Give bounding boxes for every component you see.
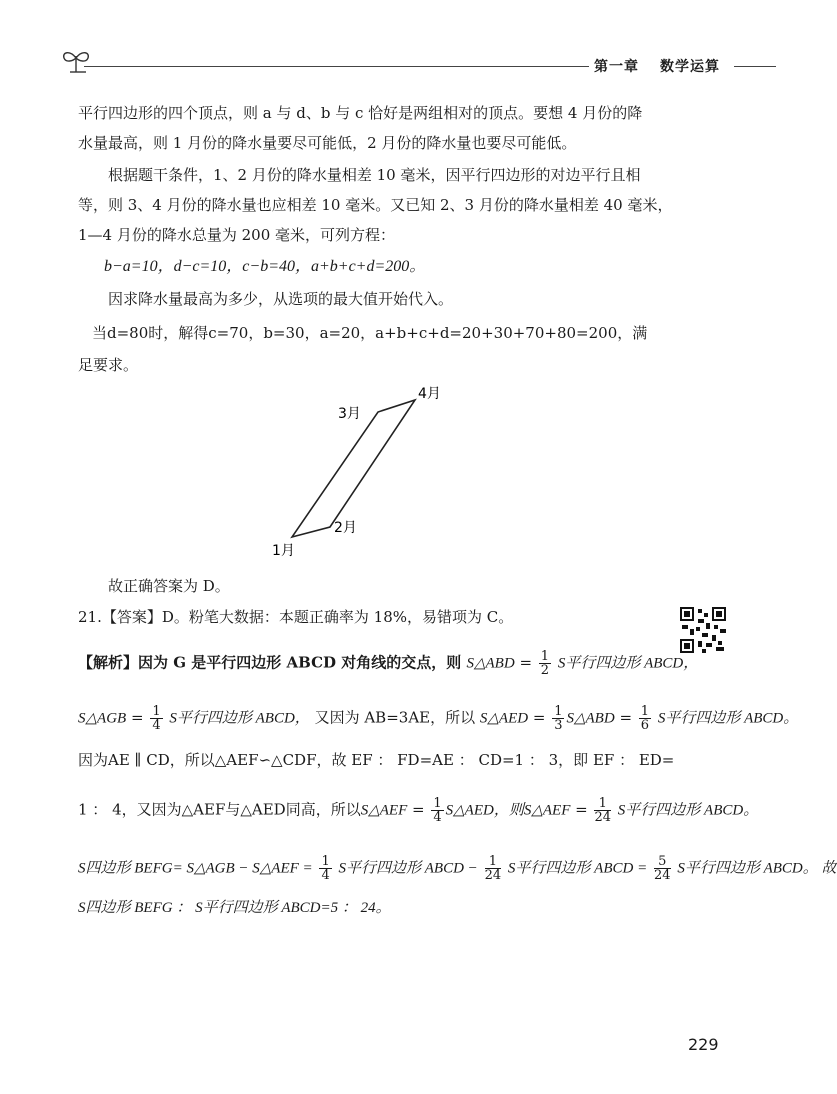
math-term: S△ABD <box>566 710 615 727</box>
fraction: $\frac{5}{24}$ <box>654 854 671 883</box>
math-term: S△ABD <box>466 655 515 672</box>
page-number: 229 <box>688 1035 719 1054</box>
math-term: S平行四边形 ABCD， <box>169 710 310 727</box>
chapter-label: 第一章 <box>594 59 639 75</box>
analysis-line-1: 【解析】因为 G 是平行四边形 ABCD 对角线的交点，则 S△ABD = $\frac{1}{2}$ S平行四边形 ABCD， <box>78 649 699 678</box>
math-term: S△AEF <box>360 802 408 819</box>
analysis-line-2: S△AGB = $\frac{1}{4}$ S平行四边形 ABCD， 又因为 AB=3AE，所以 S△AED = $\frac{1}{3}$ S△ABD = $\frac{1}{6}$ S平行四边形 ABCD。 <box>78 704 799 733</box>
math-term: S四边形 BEFG <box>78 860 173 877</box>
analysis-prefix: 【解析】因为 G 是平行四边形 ABCD 对角线的交点，则 <box>78 653 467 672</box>
fraction: $\frac{1}{6}$ <box>640 704 650 733</box>
label-month-1: 1月 <box>272 543 295 559</box>
analysis-line-6: S四边形 BEFG ： S平行四边形 ABCD=5 ： 24。 <box>78 900 391 916</box>
qr-code-icon <box>678 605 728 655</box>
paragraph-line: 根据题干条件，1、2 月份的降水量相差 10 毫米，因平行四边形的对边平行且相 <box>108 166 641 184</box>
fraction: $\frac{1}{24}$ <box>484 854 502 883</box>
analysis-text: 又因为 AB=3AE，所以 <box>314 708 480 727</box>
fraction: $\frac{1}{4}$ <box>152 704 161 733</box>
math-term: S平行四边形 ABCD − <box>338 860 478 877</box>
math-term: S△AGB <box>78 710 127 727</box>
section-label: 数学运算 <box>660 59 720 75</box>
label-month-4: 4月 <box>418 386 441 402</box>
fraction: $\frac{1}{2}$ <box>540 649 550 678</box>
math-term: S△AEF <box>523 802 571 819</box>
analysis-line-5 <box>78 855 837 882</box>
page-header <box>0 48 800 78</box>
paragraph-line: 水量最高，则 1 月份的降水量要尽可能低，2 月份的降水量也要尽可能低。 <box>78 134 577 152</box>
paragraph-line: 足要求。 <box>78 356 139 374</box>
parallelogram-diagram <box>260 380 460 560</box>
paragraph-line: 当d=80时，解得c=70，b=30，a=20，a+b+c+d=20+30+70+80=200，满 <box>92 324 648 342</box>
math-term: S平行四边形 ABCD， <box>557 655 699 672</box>
analysis-line-4: 1 ： 4，又因为△AEF与△AED同高，所以S△AEF = $\frac{1}{4}$ S△AED，则S△AEF = $\frac{1}{24}$ S平行四边形 ABCD。 <box>78 796 759 825</box>
math-term: S△AED <box>479 710 529 727</box>
fraction: $\frac{1}{24}$ <box>594 796 612 825</box>
fraction: $\frac{1}{4}$ <box>321 854 330 883</box>
fraction: $\frac{1}{4}$ <box>433 796 442 825</box>
equation-line: b−a=10，d−c=10，c−b=40，a+b+c+d=200。 <box>104 258 426 275</box>
math-term: S平行四边形 ABCD。 <box>617 802 759 819</box>
fraction: $\frac{1}{3}$ <box>554 704 563 733</box>
analysis-line-3: 因为AE ∥ CD，所以△AEF∽△CDF，故 EF ： FD=AE ： CD=1 ： 3，即 EF ： ED= <box>78 751 675 769</box>
answer-line: 21.【答案】D。粉笔大数据：本题正确率为 18%，易错项为 C。 <box>78 608 514 626</box>
label-month-3: 3月 <box>338 406 361 422</box>
conclusion-line: 故正确答案为 D。 <box>108 577 230 595</box>
header-rule-left <box>84 66 589 67</box>
math-term: S平行四边形 ABCD = <box>507 860 648 877</box>
paragraph-line: 平行四边形的四个顶点，则 a 与 d、b 与 c 恰好是两组相对的顶点。要想 4 月份的降 <box>78 104 643 122</box>
math-term: S平行四边形 ABCD。 <box>657 710 799 727</box>
header-rule-right <box>734 66 776 67</box>
math-term: S△AED，则 <box>445 802 524 819</box>
paragraph-line: 因求降水量最高为多少，从选项的最大值开始代入。 <box>108 290 454 308</box>
math-term: S平行四边形 ABCD。 故 <box>677 860 837 877</box>
paragraph-line: 1—4 月份的降水总量为 200 毫米，可列方程： <box>78 226 396 244</box>
analysis-text: 1 ： 4，又因为△AEF与△AED同高，所以 <box>78 800 361 819</box>
sprout-icon <box>60 48 92 74</box>
label-month-2: 2月 <box>334 520 357 536</box>
paragraph-line: 等，则 3、4 月份的降水量也应相差 10 毫米。又已知 2、3 月份的降水量相差 40 毫米， <box>78 196 673 214</box>
math-term: = S△AGB − S△AEF = <box>172 860 313 877</box>
